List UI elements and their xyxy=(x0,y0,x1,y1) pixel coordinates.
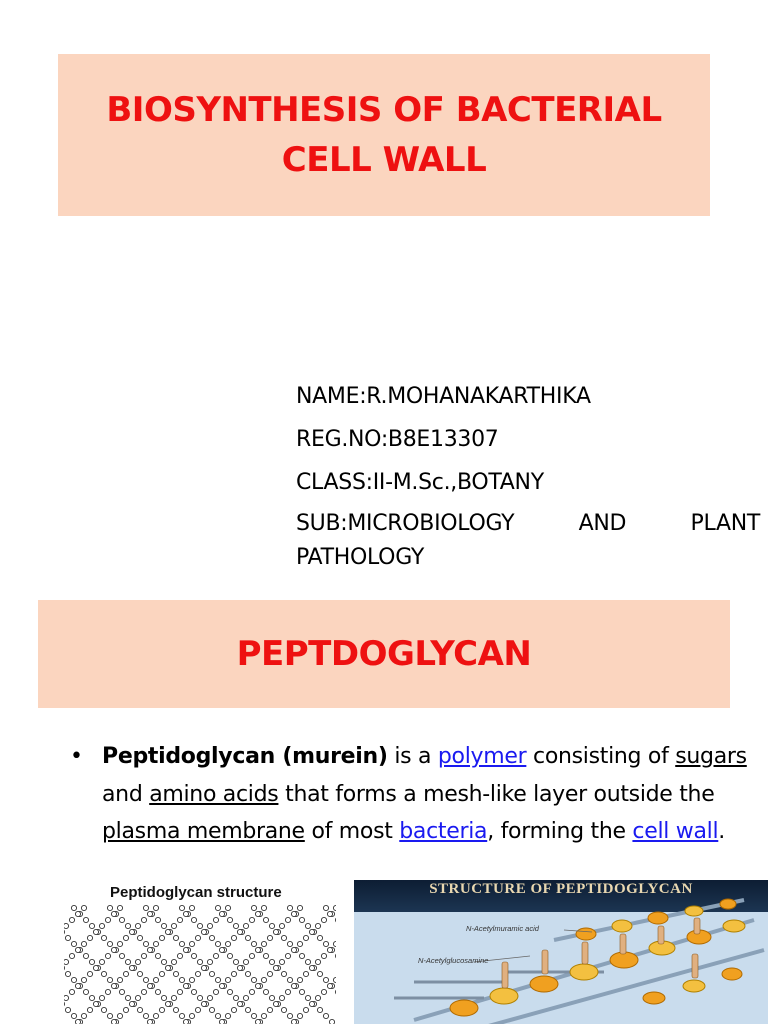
text-7: . xyxy=(718,819,725,844)
slide-title xyxy=(106,85,661,185)
lattice-illustration xyxy=(64,880,336,1024)
term-plasma-membrane: plasma membrane xyxy=(102,819,305,844)
slide-title-line1: BIOSYNTHESIS OF BACTERIAL xyxy=(106,90,662,130)
slide-title-line2: CELL WALL xyxy=(281,140,487,180)
link-cell-wall[interactable]: cell wall xyxy=(632,819,719,844)
text-2: consisting of xyxy=(526,744,676,769)
subject-word-1: SUB:MICROBIOLOGY xyxy=(296,511,515,536)
author-name: NAME:R.MOHANAKARTHIKA xyxy=(296,384,591,409)
glycan-strand-illustration xyxy=(354,880,768,1024)
bullet-marker: • xyxy=(70,744,83,769)
author-subject-cont: PATHOLOGY xyxy=(296,545,424,570)
link-bacteria[interactable]: bacteria xyxy=(399,819,488,844)
text-4: that forms a mesh-like layer outside the xyxy=(278,781,715,807)
subject-word-3: PLANT xyxy=(690,511,760,536)
sugar-units xyxy=(450,899,745,1016)
subject-word-2: AND xyxy=(578,511,627,536)
label-n-acetylglucosamine: N-Acetylglucosamine xyxy=(418,956,489,965)
author-class: CLASS:II-M.Sc.,BOTANY xyxy=(296,470,544,495)
term-peptidoglycan: Peptidoglycan (murein) xyxy=(102,744,388,769)
figure-peptidoglycan-structure xyxy=(64,880,336,1024)
text-6: , forming the xyxy=(487,819,633,844)
figure-right-title: STRUCTURE OF PEPTIDOGLYCAN xyxy=(429,881,693,897)
figure-left-title: Peptidoglycan structure xyxy=(110,884,282,901)
bullet-text xyxy=(102,738,760,851)
lattice-chains xyxy=(64,905,336,1024)
text-5: of most xyxy=(304,819,400,844)
figure-structure-of-peptidoglycan xyxy=(354,880,768,1024)
term-sugars: sugars xyxy=(675,744,747,769)
link-polymer[interactable]: polymer xyxy=(437,744,527,769)
title-box xyxy=(58,54,710,216)
section-heading-box xyxy=(38,600,730,708)
author-reg-no: REG.NO:B8E13307 xyxy=(296,427,499,452)
section-heading: PEPTDOGLYCAN xyxy=(236,634,532,674)
author-subject xyxy=(296,507,760,541)
author-info xyxy=(296,378,760,575)
term-amino-acids: amino acids xyxy=(149,781,279,807)
bullet-paragraph xyxy=(70,738,760,865)
text-3: and xyxy=(102,781,150,807)
label-n-acetylmuramic-acid: N-Acetylmuramic acid xyxy=(466,924,539,933)
text-1: is a xyxy=(387,744,438,769)
